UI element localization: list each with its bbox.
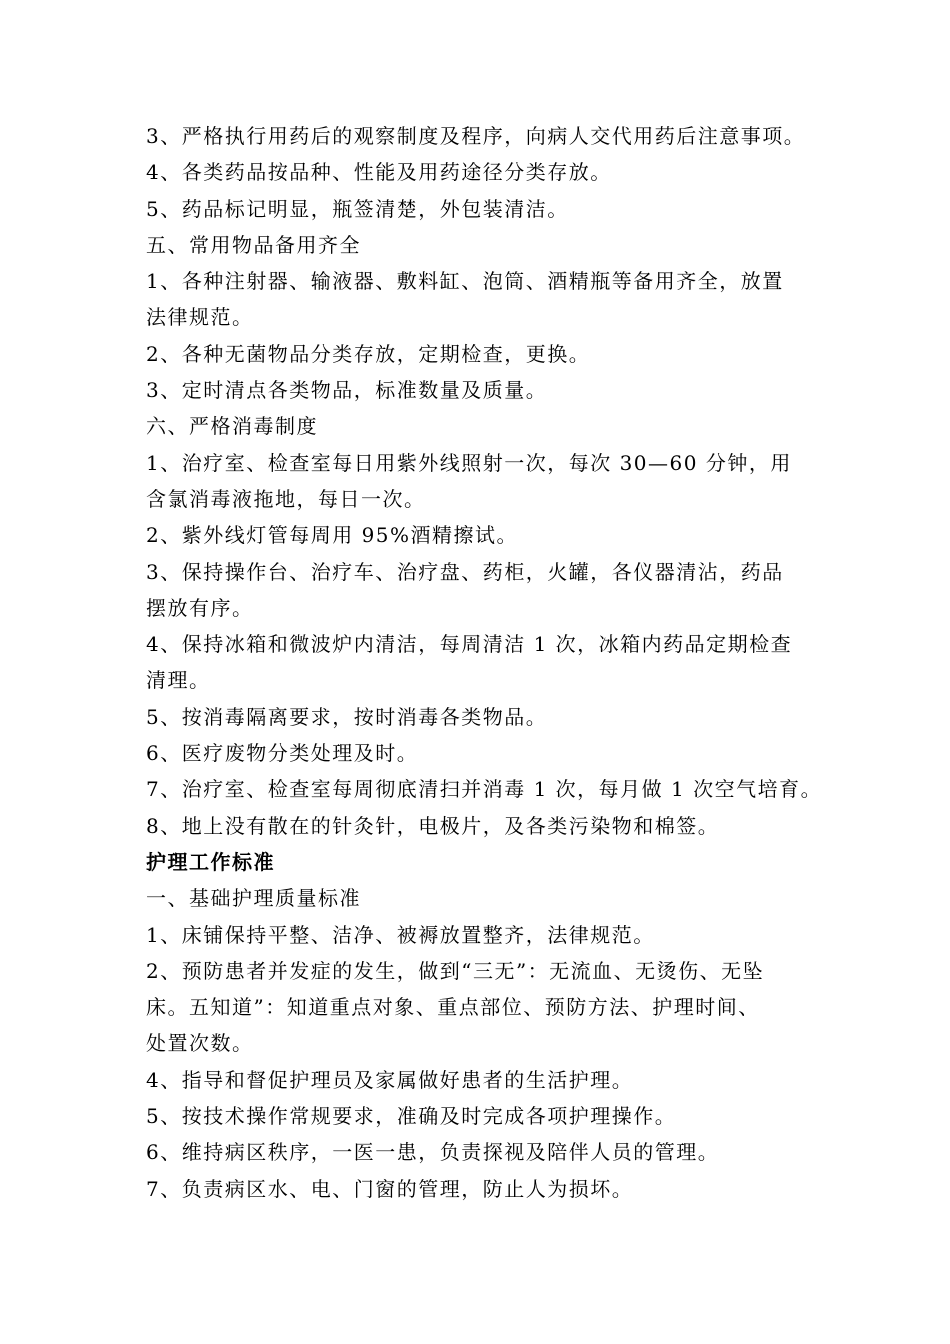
text-line: 5、按技术操作常规要求，准确及时完成各项护理操作。 [146, 1104, 677, 1129]
text-line: 7、负责病区水、电、门窗的管理，防止人为损坏。 [146, 1176, 634, 1201]
section-heading: 一、基础护理质量标准 [146, 886, 361, 911]
document-page [146, 118, 826, 1207]
section-heading: 六、严格消毒制度 [146, 414, 318, 439]
text-line: 4、各类药品按品种、性能及用药途径分类存放。 [146, 160, 612, 185]
text-line: 6、医疗废物分类处理及时。 [146, 741, 419, 766]
text-line: 2、预防患者并发症的发生，做到“三无”：无流血、无烫伤、无坠 [146, 958, 765, 983]
text-line: 7、治疗室、检查室每周彻底清扫并消毒 1 次，每月做 1 次空气培育。 [146, 777, 823, 802]
text-line: 处置次数。 [146, 1031, 254, 1056]
text-line: 法律规范。 [146, 305, 254, 330]
text-line: 清理。 [146, 668, 211, 693]
text-line: 1、各种注射器、输液器、敷料缸、泡筒、酒精瓶等备用齐全，放置 [146, 269, 784, 294]
text-line: 4、保持冰箱和微波炉内清洁，每周清洁 1 次，冰箱内药品定期检查 [146, 632, 793, 657]
text-line: 4、指导和督促护理员及家属做好患者的生活护理。 [146, 1067, 634, 1092]
text-line: 5、药品标记明显，瓶签清楚，外包装清洁。 [146, 196, 569, 221]
text-line: 1、床铺保持平整、洁净、被褥放置整齐，法律规范。 [146, 922, 655, 947]
text-line: 摆放有序。 [146, 595, 254, 620]
text-line: 5、按消毒隔离要求，按时消毒各类物品。 [146, 704, 548, 729]
text-line: 1、治疗室、检查室每日用紫外线照射一次，每次 30—60 分钟，用 [146, 450, 792, 475]
text-line: 3、保持操作台、治疗车、治疗盘、药柜，火罐，各仪器清沾，药品 [146, 559, 784, 584]
text-line: 含氯消毒液拖地，每日一次。 [146, 486, 426, 511]
text-line: 2、紫外线灯管每周用 95%酒精擦试。 [146, 523, 519, 548]
section-heading: 五、常用物品备用齐全 [146, 232, 361, 257]
text-line: 3、严格执行用药后的观察制度及程序，向病人交代用药后注意事项。 [146, 124, 806, 148]
text-line: 2、各种无菌物品分类存放，定期检查，更换。 [146, 341, 591, 366]
text-line: 3、定时清点各类物品，标准数量及质量。 [146, 378, 548, 403]
text-line: 床。五知道”：知道重点对象、重点部位、预防方法、护理时间、 [146, 995, 760, 1020]
text-line: 6、维持病区秩序，一医一患，负责探视及陪伴人员的管理。 [146, 1140, 720, 1165]
text-line: 8、地上没有散在的针灸针，电极片，及各类污染物和棉签。 [146, 813, 720, 838]
main-heading: 护理工作标准 [146, 849, 275, 874]
